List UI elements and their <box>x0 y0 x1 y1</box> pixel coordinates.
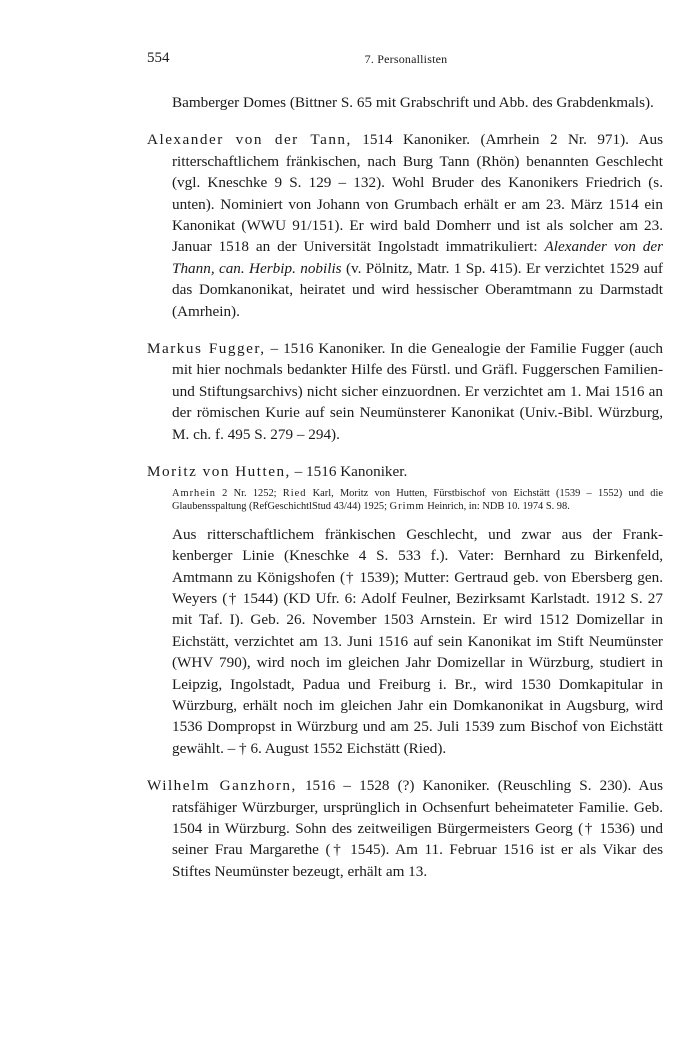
bibliography <box>147 487 663 514</box>
entry-continuation <box>147 92 663 113</box>
entry-text-end: (v. Pölnitz, Matr. 1 Sp. 415). Er verzichtet 1529 auf das Domkanonikat, heiratet und wird hessischer Oberamtmann zu Darmstadt (Amrhein). <box>172 259 663 320</box>
running-head: 7. Personallisten <box>364 52 448 66</box>
bib-author: Amrhein <box>172 487 216 499</box>
entry-name: Moritz von Hutten, <box>147 463 291 481</box>
entry-alexander-von-der-tann <box>147 129 663 322</box>
entry-name: Alexander von der Tann, <box>147 131 352 149</box>
entry-name: Wilhelm Ganzhorn, <box>147 777 297 795</box>
page-body <box>147 92 663 898</box>
entry-text: Bamberger Domes (Bittner S. 65 mit Grabschrift und Abb. des Grabdenkmals). <box>172 94 654 111</box>
entry-text: – 1516 Kanoniker. <box>290 463 408 481</box>
page-number: 554 <box>147 50 170 66</box>
bib-author: Ried <box>282 487 307 499</box>
entry-heading <box>147 461 663 482</box>
entry-text: 1516 – 1528 (?) Kanoniker. (Reuschling S. 230). Aus ratsfähiger Würzburger, ursprünglich in Ochsenfurt beheimateter Familie. Geb. 1504 in Würzburg. Sohn des zeitweiligen Bürgermeisters Georg († 1536) und seiner Frau Margarethe († 1545). Am 11. Februar 1516 ist er als Vikar des Stiftes Neumünster bezeugt, erhält am 13. <box>172 777 663 880</box>
entry-markus-fugger <box>147 338 663 445</box>
entry-wilhelm-ganzhorn <box>147 775 663 882</box>
bib-text: Heinrich, in: NDB 10. 1974 S. 98. <box>424 501 570 513</box>
entry-quote: Alexander von der Thann, can. Herbip. nobilis <box>172 238 663 277</box>
bib-text: 2 Nr. 1252; <box>215 487 283 499</box>
entry-body: Aus ritterschaftlichem fränkischen Geschlecht, und zwar aus der Frankkenberger Linie (Kneschke 4 S. 533 f.). Vater: Bernhard zu Birkenfeld, Amtmann zu Königshofen († 1539); Mutter: Gertraud geb. von Ebersberg gen. Weyers († 1544) (KD Ufr. 6: Adolf Feulner, Bezirksamt Karlstadt. 1912 S. 27 mit Taf. I). Geb. 26. November 1503 Arnstein. Er wird 1512 Domizellar in Eichstätt, verzichtet am 13. Juni 1516 auf sein Kanonikat im Stift Neumünster (WHV 790), wird noch im gleichen Jahr Domizellar in Würzburg, studiert in Leipzig, Ingolstadt, Padua und Freiburg i. Br., wird 1530 Domkapitular in Würzburg, erhält noch im gleichen Jahr ein Domkanonikat in Augsburg, wird 1536 Dompropst in Würzburg und am 25. Juli 1539 zum Bischof von Eichstätt gewählt. – † 6. August 1552 Eichstätt (Ried). <box>172 525 663 757</box>
entry-text: 1514 Kanoniker. (Amrhein 2 Nr. 971). Aus ritterschaftlichem fränkischen, nach Burg Tann (Rhön) benannten Geschlecht (vgl. Kneschke 9 S. 129 – 132). Wohl Bruder des Kanonikers Friedrich (s. unten). Nominiert von Johann von Grumbach erhält er am 23. März 1514 ein Kanonikat (WWU 91/151). Er wird bald Domherr und ist als solcher am 23. Januar 1518 an der Universität Ingolstadt immatrikuliert: <box>172 131 664 256</box>
bib-text: Karl, Moritz von Hutten, Fürstbischof von Eichstätt (1539 – 1552) und die Glaubensspaltung (RefGeschichtlStud 43/44) 1925; <box>172 487 663 513</box>
page-header <box>147 50 665 72</box>
bib-author: Grimm <box>389 501 425 513</box>
entry-text: – 1516 Kanoniker. In die Genealogie der Familie Fugger (auch mit hier nochmals bedankter Hilfe des Fürstl. und Gräfl. Fuggerschen Familien- und Stiftungsarchivs) nicht sicher einzuordnen. Er verzichtet am 1. Mai 1516 an der römischen Kurie auf sein Neumünsterer Kanonikat (Univ.-Bibl. Würzburg, M. ch. f. 495 S. 279 – 294). <box>172 340 663 443</box>
entry-name: Markus Fugger, <box>147 340 266 358</box>
entry-moritz-von-hutten <box>147 461 663 759</box>
